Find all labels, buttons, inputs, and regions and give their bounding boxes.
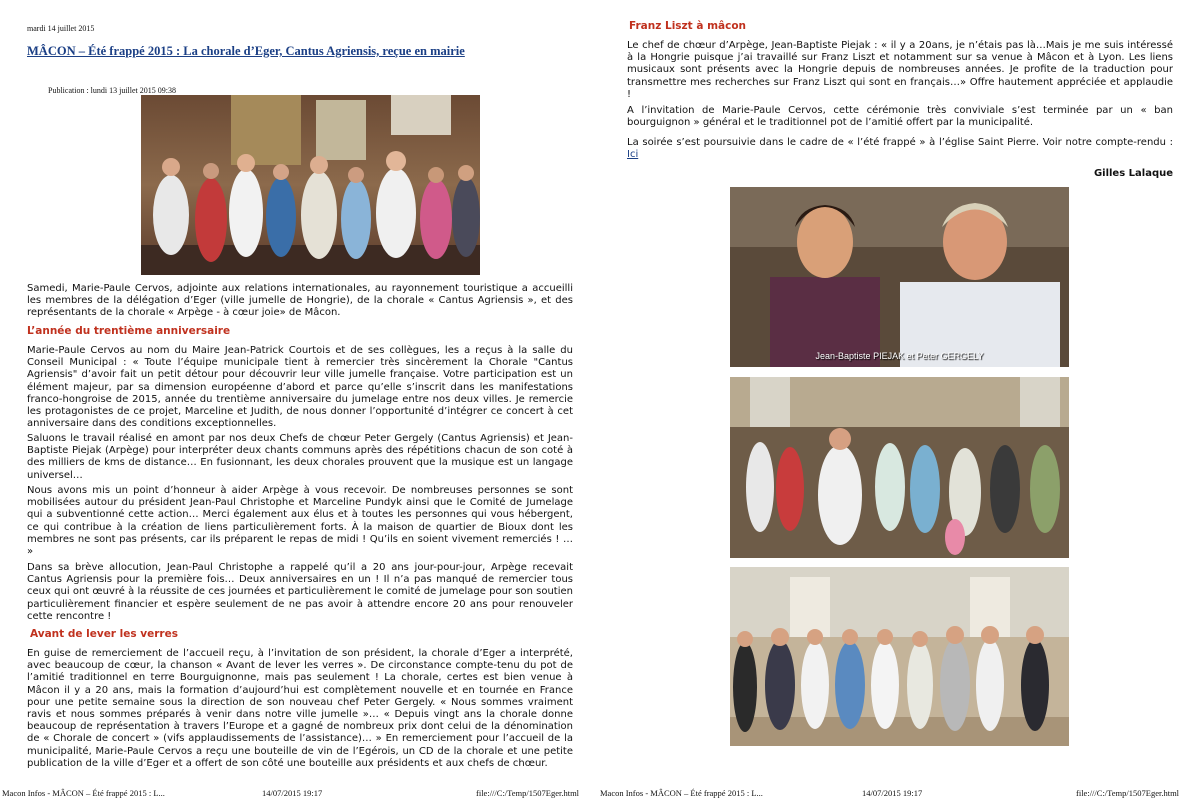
paragraph-evening <box>627 137 1173 161</box>
paragraph-allocution: Dans sa brève allocution, Jean-Paul Christophe a rappelé qu’il a 20 ans jour-pour-jour, Arpège recevait Cantus Agriensis pour la première fois… Deux anniversaires en un ! Il n’a pas manqué de remercier tous ceux qui ont œuvré à la réussite de ces journées et particulièrement le comité de jumelage pour son soutien particulièrement financier et espère seulement de ne pas avoir à attendre encore 20 ans pour renouveler cette rencontre ! <box>27 562 573 622</box>
footer-path: file:///C:/Temp/1507Eger.html <box>476 788 580 798</box>
author-signature: Gilles Lalaque <box>1093 168 1173 179</box>
section-heading-glasses: Avant de lever les verres <box>30 628 178 640</box>
publication-date: Publication : lundi 13 juillet 2015 09:38 <box>48 86 176 95</box>
paragraph-liszt: Le chef de chœur d’Arpège, Jean-Baptiste Piejak : « il y a 20ans, je n’étais pas là…Mais je me suis intéressé à la Hongrie puisque j’ai travaillé sur Franz Liszt et notamment sur sa venue à Mâcon et à Lyon. Les liens musicaux sont présents avec la Hongrie depuis de nombreuses années. Je profite de la traduction pour transmettre mes recherches sur Franz Liszt qui sont en français…» Offre hautement appréciée et applaudie ! <box>627 40 1173 100</box>
paragraph-honour: Nous avons mis un point d’honneur à aider Arpège à vous recevoir. De nombreuses personnes se sont mobilisées autour du président Jean-Paul Christophe et Marceline Pundyk ainsi que le Comité de Jumelage qui a subventionné cette action… Merci également aux élus et à toutes les personnes qui vous hébergent, ce qui contribue à la création de liens particulièrement forts. À la maison de quartier de Bioux dont les membres ne sont pas présents, car ils préparent le repas de midi ! Qu’ils en soient vivement remerciés ! … » <box>27 485 573 558</box>
right-page <box>600 0 1200 800</box>
footer-title: Macon Infos - MÂCON – Été frappé 2015 : L... <box>2 788 165 798</box>
footer-time: 14/07/2015 19:17 <box>262 788 323 798</box>
footer-time-right: 14/07/2015 19:17 <box>862 788 923 798</box>
paragraph-ceremony: A l’invitation de Marie-Paule Cervos, cette cérémonie très conviviale s’est terminée par un « ban bourguignon » général et le traditionnel pot de l’amitié offert par la municipalité. <box>627 105 1173 129</box>
section-heading-anniversary: L’année du trentième anniversaire <box>27 325 231 337</box>
paragraph-choir-directors: Saluons le travail réalisé en amont par nos deux Chefs de chœur Peter Gergely (Cantus Agriensis) et Jean-Baptiste Piejak (Arpège) pour interpréter deux chants communs après des répétitions chacun de son coté à des milliers de kms de distance… En fusionnant, les deux chorales prouvent que la musique est un langage universel… <box>27 433 573 481</box>
section-heading-liszt: Franz Liszt à mâcon <box>629 20 747 32</box>
ici-link[interactable]: Ici <box>627 149 639 161</box>
photo-choir-directors <box>730 187 1069 367</box>
photo-group-standing <box>730 567 1069 746</box>
evening-text: La soirée s’est poursuivie dans le cadre de « l’été frappé » à l’église Saint Pierre. Voir notre compte-rendu : <box>627 137 1173 148</box>
paragraph-reception: Marie-Paule Cervos au nom du Maire Jean-Patrick Courtois et de ses collègues, les a reçus à la salle du Conseil Municipal : « Toute l’équipe municipale tient à remercier très sincèrement la Chorale "Cantus Agriensis" d’avoir fait un petit détour pour découvrir leur ville jumelle française. Votre participation est un élément majeur, par sa dimension européenne d’abord et parce qu’elle s’inscrit dans les manifestations franco-hongroise de 2015, année du trentième anniversaire du jumelage entre nos deux villes. Je remercie les protagonistes de ce projet, Marceline et Judith, de nous donner l’opportunité d’intégrer ce concert à cet anniversaire dans des conditions exceptionnelles. <box>27 345 573 430</box>
article-date: mardi 14 juillet 2015 <box>27 24 95 33</box>
group-photo-hall <box>141 95 480 275</box>
footer-path-right: file:///C:/Temp/1507Eger.html <box>1076 788 1180 798</box>
footer-title-right: Macon Infos - MÂCON – Été frappé 2015 : L... <box>600 788 763 798</box>
photo-caption: Jean-Baptiste PIEJAK et Peter GERGELY <box>815 351 984 361</box>
paragraph-song: En guise de remerciement de l’accueil reçu, à l’invitation de son président, la chorale d’Eger a interprété, avec beaucoup de cœur, la chanson « Avant de lever les verres ». De circonstance compte-tenu du pot de l’amitié traditionnel en terre Bourguignonne, mais pas seulement ! La chorale, certes est bien venue à Mâcon il y a 20 ans, mais la formation d’aujourd’hui est complètement nouvelle et en tournée en France pour une petite semaine sous la direction de son nouveau chef Peter Gergely. « Nous sommes vraiment ravis et nous sommes préparés à venir dans notre ville jumelle »… « Depuis vingt ans la chorale donne beaucoup de représentation à travers l’Europe et a gagné de nombreux prix dont celui de la dénomination de « Chorale de concert » (vifs applaudissements de l’assistance)… » En remerciement pour l’accueil de la municipalité, Marie-Paule Cervos a reçu une bouteille de vin de l’Egérois, un CD de la chorale et une petite publication de la ville d’Eger et a offert de son côté une bouteille aux présidents et aux chefs de chœur. <box>27 648 573 769</box>
photo-dancing <box>730 377 1069 558</box>
intro-paragraph: Samedi, Marie-Paule Cervos, adjointe aux relations internationales, au rayonnement touristique a accueilli les membres de la délégation d’Eger (ville jumelle de Hongrie), de la chorale « Cantus Agriensis », et des représentants de la chorale « Arpège - à cœur joie» de Mâcon. <box>27 283 573 319</box>
article-title-link[interactable]: MÂCON – Été frappé 2015 : La chorale d’Eger, Cantus Agriensis, reçue en mairie <box>27 44 465 58</box>
